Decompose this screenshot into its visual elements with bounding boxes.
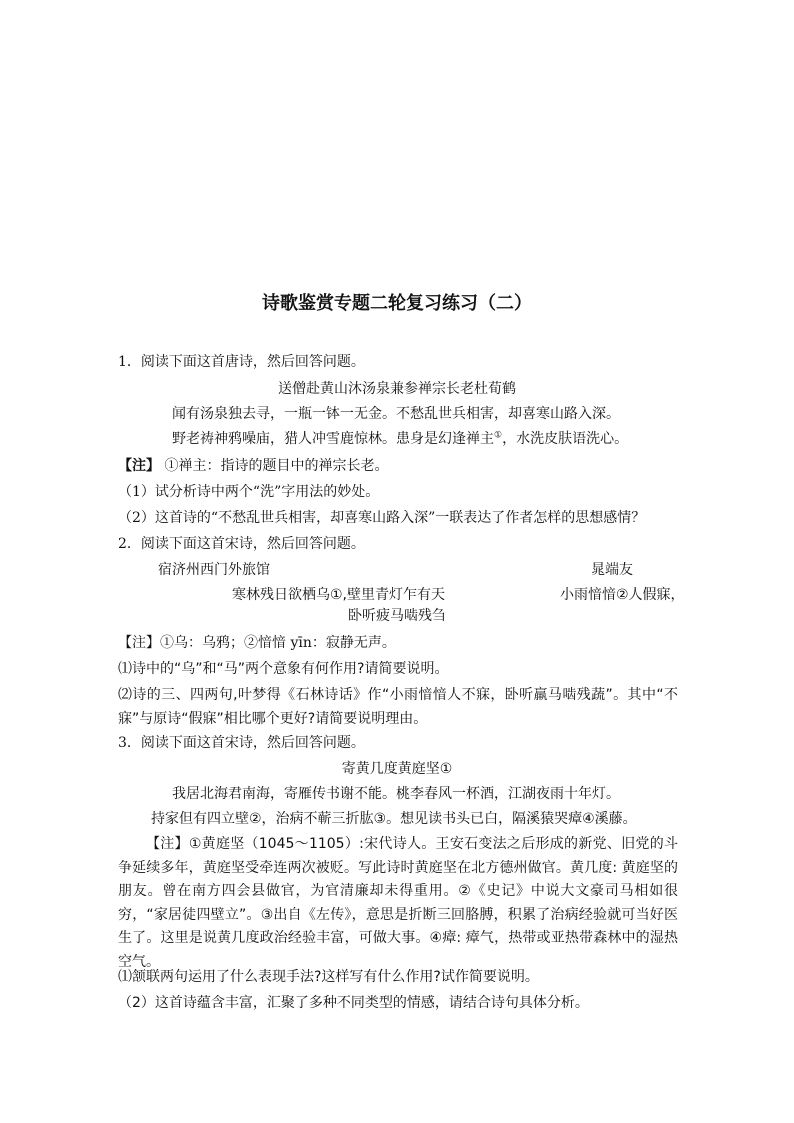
- q2-poem-line-1-right: 小雨愔愔②人假寐，: [560, 587, 685, 603]
- q2-subquestion-1: ⑴诗中的“乌”和“马”两个意象有何作用?请简要说明。: [118, 661, 449, 677]
- page-title: 诗歌鉴赏专题二轮复习练习（二）: [262, 293, 532, 314]
- q1-poem-line-1: 闻有汤泉独去寻，一瓶一钵一无金。不愁乱世兵相害，却喜寒山路入深。: [172, 406, 620, 422]
- q2-poem-line-1-left: 寒林残日欲栖乌①,壁里青灯乍有天: [232, 587, 446, 603]
- q3-poem-line-1: 我居北海君南海，寄雁传书谢不能。桃李春风一杯酒，江湖夜雨十年灯。: [172, 786, 620, 802]
- q2-poem-line-2: 卧听疲马啮残刍: [348, 608, 446, 624]
- q1-poem-line-2-text-b: ，水洗皮肤语洗心。: [502, 431, 629, 447]
- q1-note-tag: 【注】: [118, 458, 160, 474]
- q2-prompt: 2．阅读下面这首宋诗，然后回答问题。: [118, 536, 365, 552]
- q1-note: [118, 457, 388, 475]
- q1-prompt: 1．阅读下面这首唐诗，然后回答问题。: [118, 354, 365, 370]
- q2-poem-author: 晁端友: [591, 562, 633, 578]
- q1-subquestion-2: （2）这首诗的“不愁乱世兵相害，却喜寒山路入深”一联表达了作者怎样的思想感情？: [118, 510, 646, 526]
- q1-poem-line-2: [172, 430, 628, 448]
- q2-subquestion-2: ⑵诗的三、四两句,叶梦得《石林诗话》作“小雨愔愔人不寐，卧听羸马啮残蔬”。其中“不寐”与原诗“假寐”相比哪个更好?请简要说明理由。: [118, 687, 678, 727]
- q1-note-text: ①禅主：指诗的题目中的禅宗长老。: [164, 458, 389, 474]
- q3-poem-line-2: 持家但有四立壁②，治病不蕲三折肱③。想见读书头已白，隔溪猿哭瘴④溪藤。: [151, 811, 637, 827]
- q3-subquestion-2: （2）这首诗蕴含丰富，汇聚了多种不同类型的情感，请结合诗句具体分析。: [118, 995, 589, 1011]
- q1-footnote-marker: ①: [494, 430, 503, 441]
- q3-prompt: 3．阅读下面这首宋诗，然后回答问题。: [118, 735, 365, 751]
- q2-note: 【注】①乌：乌鸦；②愔愔 yīn：寂静无声。: [118, 635, 396, 651]
- q1-poem-title: 送僧赴黄山沐汤泉兼参禅宗长老杜荀鹤: [278, 381, 516, 397]
- q3-subquestion-1: ⑴颔联两句运用了什么表现手法?这样写有什么作用?试作简要说明。: [118, 969, 539, 985]
- q1-subquestion-1: （1）试分析诗中两个“洗”字用法的妙处。: [118, 484, 380, 500]
- q1-poem-line-2-text-a: 野老祷神鸦噪庙，猎人冲雪鹿惊林。患身是幻逢禅主: [172, 431, 494, 447]
- q2-poem-title: 宿济州西门外旅馆: [158, 562, 270, 578]
- q3-note: 【注】①黄庭坚（1045～1105）:宋代诗人。王安石变法之后形成的新党、旧党的斗争延续多年，黄庭坚受牵连两次被贬。写此诗时黄庭坚在北方德州做官。黄几度: 黄庭坚的朋友。曾在南方四会县做官，为官清廉却未得重用。②《史记》中说大文豪司马相如很穷，“家居徒四壁立”。③出自《左传》，意思是折断三回胳膊，积累了治病经验就可当好医生了。这里是说黄几度政治经验丰富，可做大事。④瘴: 瘴气，热带或亚热带森林中的湿热空气。: [118, 836, 678, 970]
- q3-poem-title: 寄黄几度黄庭坚①: [341, 761, 453, 777]
